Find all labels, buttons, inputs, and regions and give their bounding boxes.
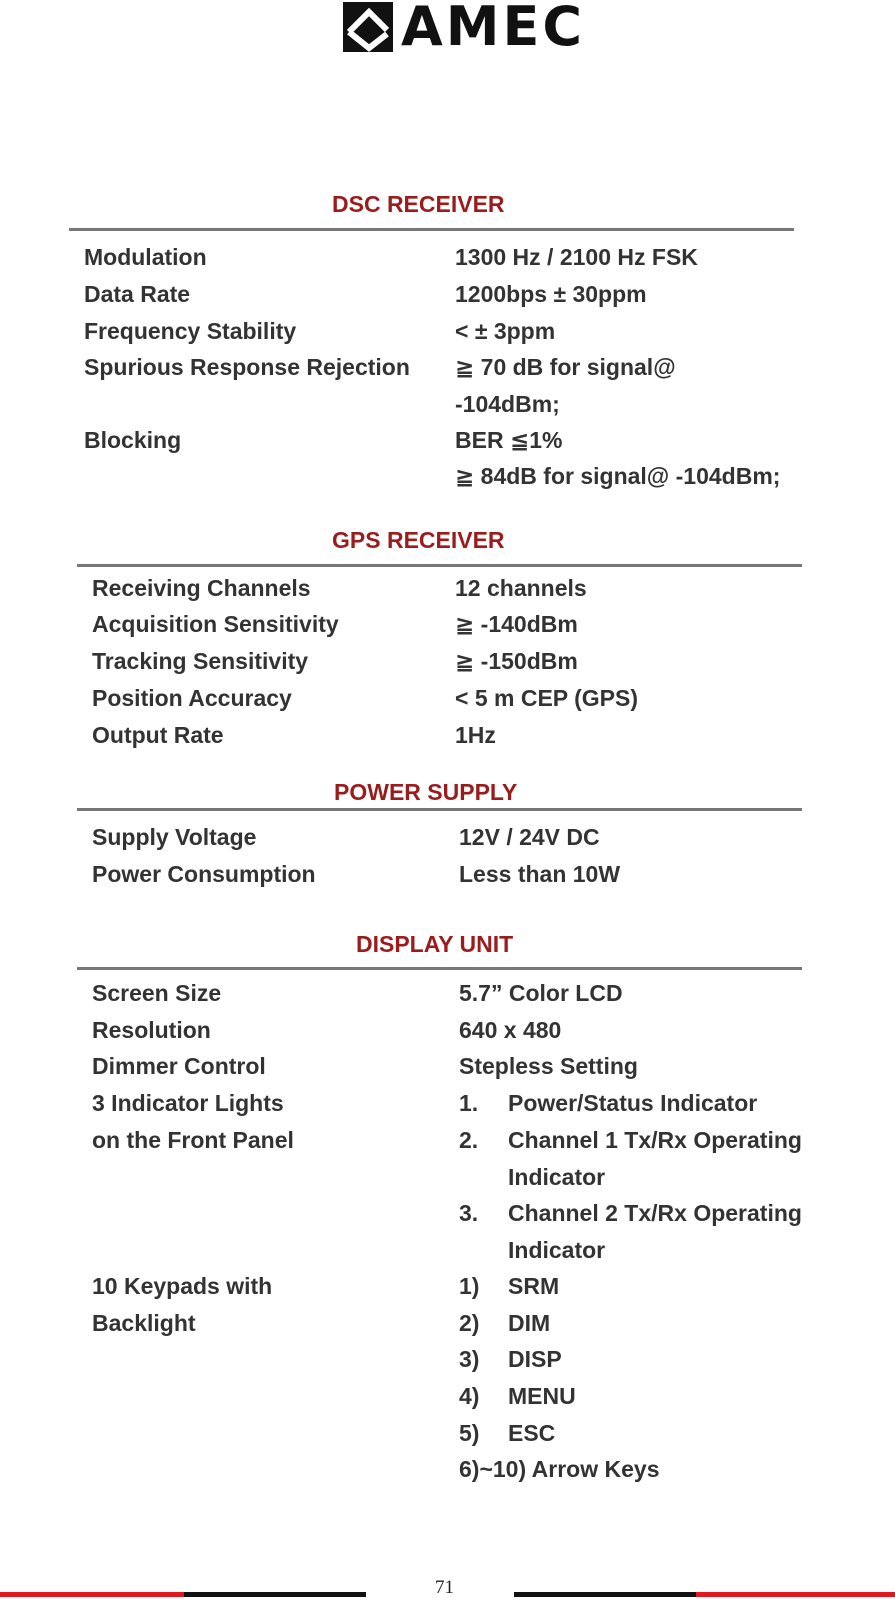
footer-bar-red-left	[0, 1592, 184, 1597]
spec-label: Output Rate	[92, 722, 224, 748]
spec-label: Resolution	[92, 1017, 211, 1043]
spec-value: Less than 10W	[459, 861, 621, 887]
spec-label: Blocking	[84, 427, 182, 453]
list-item: MENU	[508, 1383, 576, 1409]
spec-value: 1300 Hz / 2100 Hz FSK	[455, 244, 698, 270]
spec-label: Modulation	[84, 244, 207, 270]
spec-label: 10 Keypads with	[92, 1273, 273, 1299]
list-item: Channel 2 Tx/Rx Operating	[508, 1200, 802, 1226]
section-rule-display	[77, 967, 802, 970]
spec-value: < ± 3ppm	[455, 318, 556, 344]
logo-text: AMEC	[401, 0, 586, 58]
spec-label: Supply Voltage	[92, 824, 257, 850]
section-title-power: POWER SUPPLY	[334, 779, 518, 805]
spec-label: Data Rate	[84, 281, 191, 307]
footer-bar-black-left	[184, 1592, 366, 1597]
spec-label: Tracking Sensitivity	[92, 648, 309, 674]
footer-bar-black-right	[514, 1592, 696, 1597]
spec-value-continued: ≧ 84dB for signal@ -104dBm;	[455, 463, 781, 489]
spec-label: Acquisition Sensitivity	[92, 611, 339, 637]
section-title-gps: GPS RECEIVER	[332, 527, 505, 553]
spec-value: 1Hz	[455, 722, 496, 748]
list-item: Power/Status Indicator	[508, 1090, 758, 1116]
list-item-number: 2.	[459, 1127, 479, 1153]
list-item-continued: Indicator	[508, 1237, 606, 1263]
list-item: Channel 1 Tx/Rx Operating	[508, 1127, 802, 1153]
section-rule-power	[77, 808, 802, 811]
spec-label: Position Accuracy	[92, 685, 292, 711]
spec-value: 5.7” Color LCD	[459, 980, 623, 1006]
spec-value: ≧ 70 dB for signal@	[455, 354, 676, 380]
spec-value: Stepless Setting	[459, 1053, 638, 1079]
spec-label-continued: Backlight	[92, 1310, 196, 1336]
footer-bar-red-right	[696, 1592, 895, 1597]
list-item-number: 2)	[459, 1310, 480, 1336]
spec-label: Power Consumption	[92, 861, 316, 887]
spec-value: 1200bps ± 30ppm	[455, 281, 647, 307]
spec-value: ≧ -140dBm	[455, 611, 578, 637]
list-item: SRM	[508, 1273, 560, 1299]
list-item-number: 4)	[459, 1383, 480, 1409]
spec-value: < 5 m CEP (GPS)	[455, 685, 639, 711]
section-rule-dsc	[69, 228, 794, 231]
spec-value: 12V / 24V DC	[459, 824, 600, 850]
logo	[343, 0, 586, 58]
logo-mark-icon	[343, 2, 393, 52]
list-item-number: 1)	[459, 1273, 480, 1299]
section-title-dsc: DSC RECEIVER	[332, 191, 505, 217]
spec-label: 3 Indicator Lights	[92, 1090, 284, 1116]
list-item-number: 3)	[459, 1346, 480, 1372]
spec-value-continued: -104dBm;	[455, 391, 560, 417]
list-item: ESC	[508, 1420, 556, 1446]
spec-label: Dimmer Control	[92, 1053, 266, 1079]
page-number: 71	[435, 1577, 454, 1598]
spec-value: BER ≦1%	[455, 427, 563, 453]
list-item-continued: Indicator	[508, 1164, 606, 1190]
section-rule-gps	[77, 564, 802, 567]
spec-label-continued: on the Front Panel	[92, 1127, 294, 1153]
list-item: DIM	[508, 1310, 551, 1336]
list-item-number: 1.	[459, 1090, 479, 1116]
spec-value: ≧ -150dBm	[455, 648, 578, 674]
list-item: DISP	[508, 1346, 562, 1372]
section-title-display: DISPLAY UNIT	[356, 931, 514, 957]
spec-label: Spurious Response Rejection	[84, 354, 410, 380]
spec-value: 12 channels	[455, 575, 587, 601]
list-item-number: 3.	[459, 1200, 479, 1226]
spec-label: Frequency Stability	[84, 318, 297, 344]
list-item: 6)~10) Arrow Keys	[459, 1456, 660, 1482]
spec-label: Screen Size	[92, 980, 222, 1006]
list-item-number: 5)	[459, 1420, 480, 1446]
spec-value: 640 x 480	[459, 1017, 562, 1043]
spec-label: Receiving Channels	[92, 575, 311, 601]
